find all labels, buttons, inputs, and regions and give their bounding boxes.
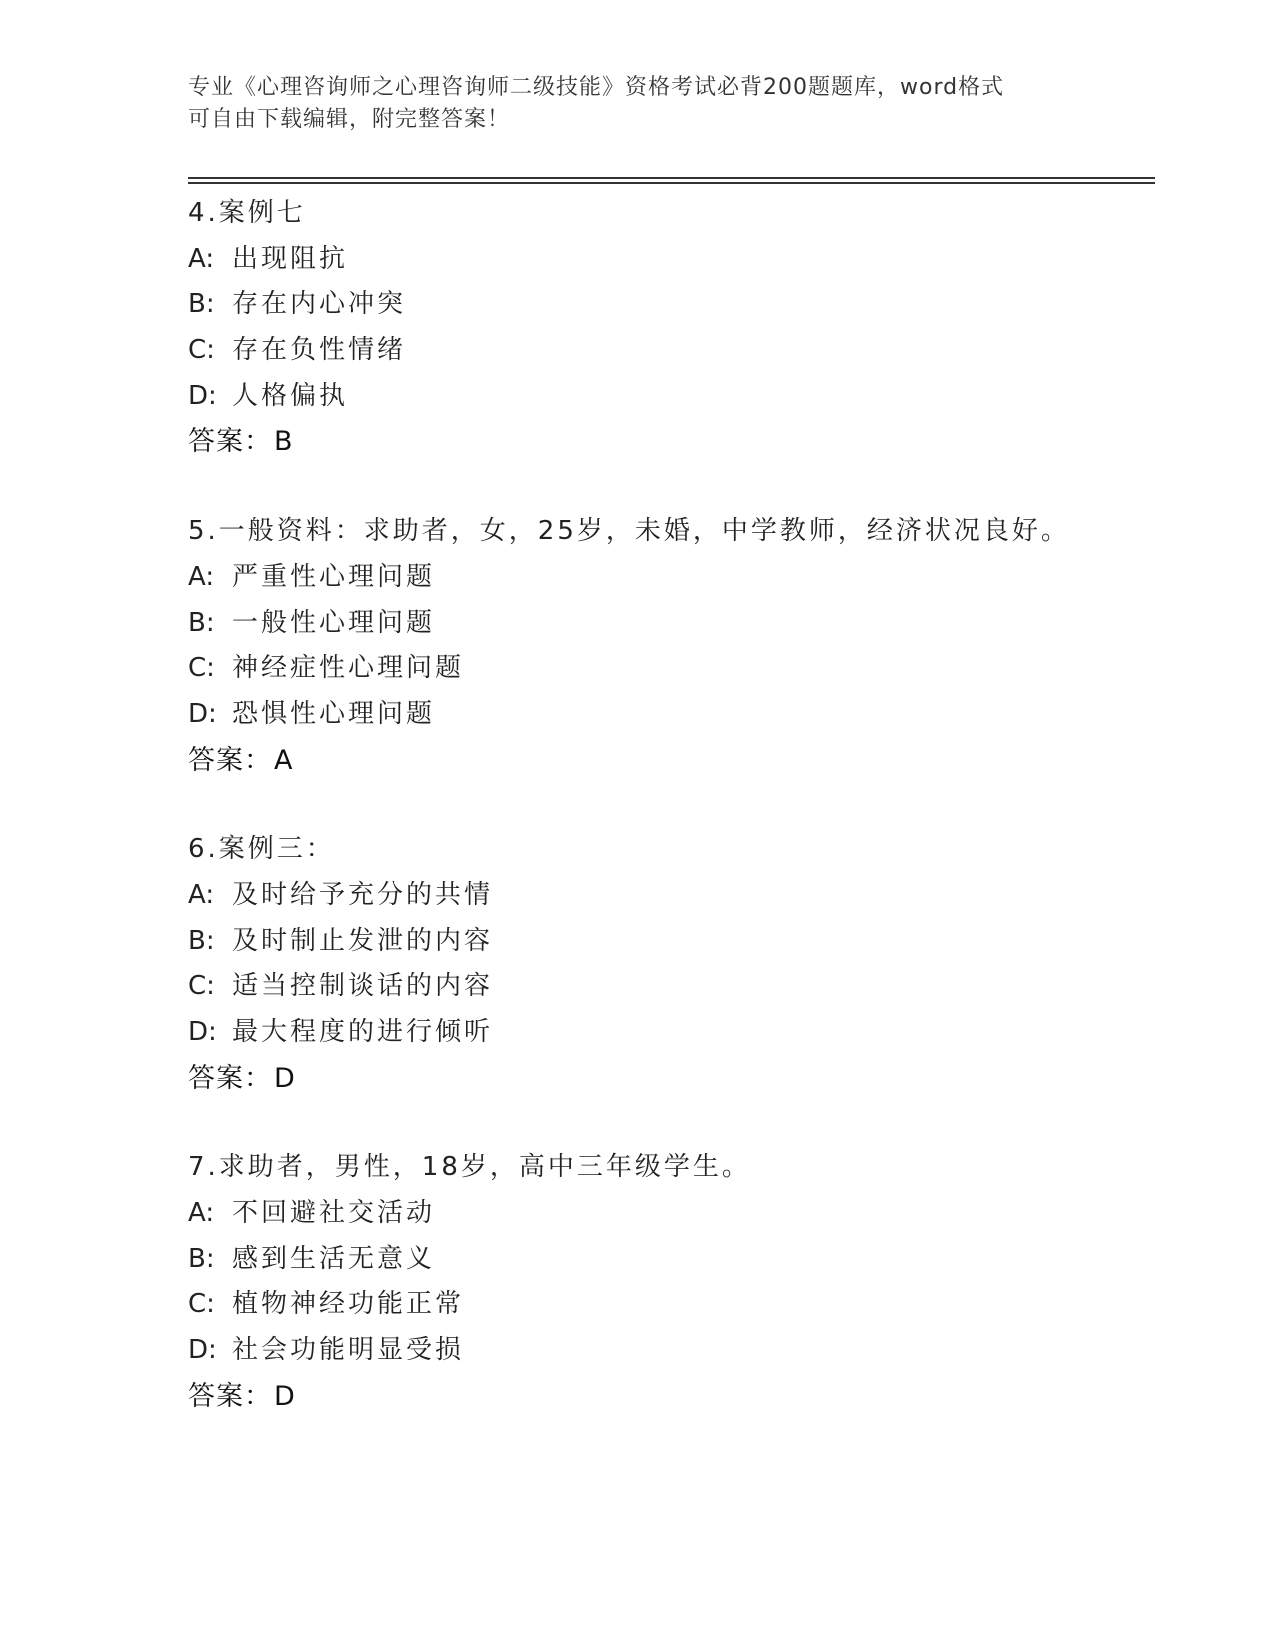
question-stem: 7.求助者，男性，18岁，高中三年级学生。 [188,1152,751,1183]
option-text: 适当控制谈话的内容 [232,971,494,1002]
question-stem: 4.案例七 [188,198,306,228]
answer-label: 答案： [188,426,272,458]
answer-line [188,738,1148,784]
option-letter: A: [188,879,215,910]
option-c [188,1282,1148,1328]
option-a [188,1191,1148,1237]
answer-line [188,1374,1148,1420]
question-item [188,827,1148,1101]
option-d [188,692,1148,738]
option-c [188,328,1148,374]
question-stem: 5.一般资料：求助者，女，25岁，未婚，中学教师，经济状况良好。 [188,516,1070,547]
answer-value: B [274,426,293,458]
option-letter: D: [188,1335,217,1366]
option-text: 恐惧性心理问题 [232,698,436,729]
header-divider-top [188,177,1155,179]
option-letter: C: [188,971,215,1002]
answer-value: D [274,1062,295,1094]
question-list [188,191,1148,1464]
option-text: 神经症性心理问题 [232,653,465,684]
option-text: 一般性心理问题 [232,607,436,638]
option-letter: B: [188,607,215,638]
option-b [188,919,1148,965]
option-c [188,646,1148,692]
option-letter: B: [188,1243,215,1274]
answer-value: A [274,744,293,776]
option-a [188,555,1148,601]
document-header [188,72,1068,136]
option-b [188,282,1148,328]
answer-line [188,419,1148,465]
option-letter: D: [188,698,217,729]
option-text: 最大程度的进行倾听 [232,1017,494,1047]
option-letter: A: [188,561,215,592]
option-letter: C: [188,1289,215,1320]
question-stem: 6.案例三： [188,834,335,865]
option-letter: B: [188,925,215,956]
header-line-1: 专业《心理咨询师之心理咨询师二级技能》资格考试必背200题题库，word格式 [188,75,1005,100]
option-b [188,1237,1148,1283]
option-letter: A: [188,1198,215,1229]
option-text: 社会功能明显受损 [232,1335,465,1366]
option-text: 存在负性情绪 [232,335,407,366]
option-text: 人格偏执 [232,380,349,411]
option-text: 植物神经功能正常 [232,1289,465,1320]
option-d [188,1328,1148,1374]
answer-value: D [274,1380,295,1412]
option-letter: C: [188,653,215,684]
option-d [188,374,1148,420]
option-text: 不回避社交活动 [232,1198,436,1229]
question-item [188,191,1148,465]
option-b [188,601,1148,647]
option-c [188,964,1148,1010]
option-letter: A: [188,243,215,274]
header-line-2: 可自由下载编辑，附完整答案！ [188,107,511,132]
option-letter: D: [188,380,217,411]
question-item [188,1145,1148,1419]
question-item [188,509,1148,783]
option-letter: C: [188,335,215,366]
header-divider-bottom [188,182,1155,184]
answer-label: 答案： [188,1062,272,1094]
answer-line [188,1056,1148,1102]
option-a [188,873,1148,919]
option-text: 出现阻抗 [232,243,349,274]
option-text: 存在内心冲突 [232,289,407,320]
answer-label: 答案： [188,1380,272,1412]
option-text: 及时制止发泄的内容 [232,925,494,956]
option-text: 及时给予充分的共情 [232,879,494,910]
option-text: 严重性心理问题 [232,561,436,592]
option-letter: B: [188,289,215,320]
option-d [188,1010,1148,1056]
option-a [188,237,1148,283]
answer-label: 答案： [188,744,272,776]
option-text: 感到生活无意义 [232,1243,436,1274]
option-letter: D: [188,1017,217,1047]
